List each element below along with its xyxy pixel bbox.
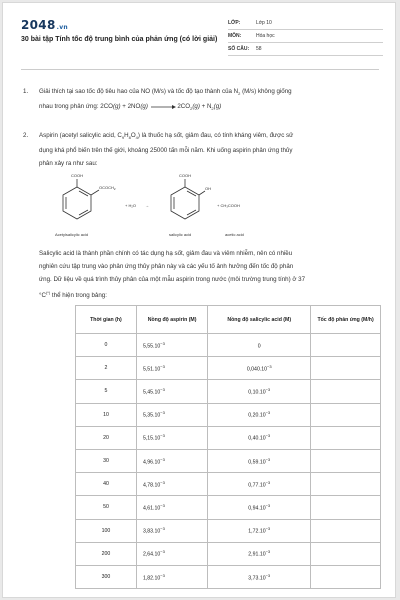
exponent: −3 [265, 549, 271, 555]
cell-salicylic [208, 565, 311, 588]
cell-salicylic [208, 542, 311, 565]
exponent: −3 [160, 456, 165, 462]
value: 5,55.10 [142, 343, 161, 350]
q1-text: + 2NO [120, 103, 141, 111]
question-1-body [39, 85, 377, 115]
exponent: −3 [265, 526, 271, 532]
plus-water-label: + H₂O [125, 203, 136, 208]
value: 0,20.10 [248, 413, 266, 420]
meta-key: SỐ CÂU: [228, 46, 250, 52]
footnote-mark: (*) [45, 290, 51, 295]
q2-text: Aspirin (acetyl salicylic acid, C [39, 132, 122, 139]
q2-text: ) là thuốc hạ sốt, giảm đau, có tính kháng viêm, được sử [137, 132, 294, 139]
exponent: −3 [267, 363, 272, 369]
meta-row-count [228, 43, 383, 56]
value: 1,82.10 [142, 575, 161, 582]
cell-time: 200 [76, 542, 137, 565]
logo-text: 2048 [21, 18, 56, 32]
question-2-paragraph [21, 247, 377, 302]
data-table [75, 305, 381, 589]
paragraph-line: nghiên cứu tập trung vào phản ứng thủy phân này và các yếu tố ảnh hưởng đến tốc độ phản [39, 263, 294, 270]
value: 0,94.10 [248, 505, 266, 512]
exponent: −3 [160, 410, 165, 416]
oh-label: OH [205, 186, 211, 191]
cell-time: 10 [76, 403, 137, 426]
paragraph-line: Salicylic acid là thành phần chính có tác dụng hạ sốt, giảm đau và viêm nhiễm, nên có nhiều [39, 250, 293, 257]
table-row [76, 334, 381, 357]
reaction-scheme [39, 173, 299, 245]
cell-aspirin [136, 496, 207, 519]
meta-key: MÔN: [228, 33, 242, 39]
cell-aspirin [136, 473, 207, 496]
state-label: (g) [213, 103, 222, 111]
table-row [76, 565, 381, 588]
cell-aspirin [136, 380, 207, 403]
cell-aspirin [136, 334, 207, 357]
q1-text: Giải thích tại sao tốc độ tiêu hao của NO (M/s) và tốc độ tạo thành của N [39, 88, 239, 95]
cell-aspirin [136, 565, 207, 588]
q2-text: phân xảy ra như sau: [39, 160, 98, 168]
ococh3-text: OCOCH [99, 185, 114, 190]
value: 3,73.10 [248, 575, 266, 582]
compound-name-2: salicylic acid [169, 232, 192, 237]
cell-salicylic [208, 380, 311, 403]
value: 5,45.10 [142, 389, 161, 396]
cell-rate [311, 565, 381, 588]
exponent: −3 [160, 503, 165, 509]
cell-rate [311, 519, 381, 542]
table-row [76, 426, 381, 449]
compound-name-1: Acetylsalicylic acid [55, 232, 89, 237]
exponent: −3 [265, 456, 271, 462]
exponent: −3 [265, 503, 271, 509]
value: 3,83.10 [142, 528, 161, 535]
q1-text: (M/s) không giống [240, 88, 292, 95]
exponent: −3 [265, 410, 271, 416]
meta-value: Hóa học [256, 33, 275, 39]
q1-text: 2CO [177, 103, 191, 111]
cell-rate [311, 449, 381, 472]
table-row [76, 542, 381, 565]
state-label: (g) [192, 103, 200, 111]
document-page [2, 2, 396, 598]
exponent: −3 [160, 572, 165, 578]
value: 4,78.10 [142, 482, 161, 489]
benzene-ring-2 [171, 179, 205, 219]
value: 2,91.10 [248, 552, 266, 559]
q2-text: dụng khá phổ biến trên thế giới, khoảng 25000 tấn mỗi năm. Khi uống aspirin phản ứng thủy [39, 147, 293, 155]
meta-key: LỚP: [228, 20, 241, 26]
ococh3-label [99, 185, 116, 191]
cell-salicylic [208, 449, 311, 472]
cell-time: 30 [76, 449, 137, 472]
value: 5,15.10 [142, 436, 161, 443]
subscript: 9 [121, 135, 125, 141]
cooh-label-2: COOH [179, 173, 191, 178]
cell-aspirin [136, 449, 207, 472]
meta-row-subject [228, 30, 383, 43]
cooh-label-1: COOH [71, 173, 83, 178]
header-rate: Tốc độ phản ứng (M/h) [311, 306, 381, 334]
logo-suffix: .vn [56, 24, 68, 31]
value: 1,72.10 [248, 528, 266, 535]
value: 4,61.10 [142, 505, 161, 512]
paragraph-line: thể hiện trong bảng: [50, 292, 107, 300]
q2-text: O [130, 132, 136, 139]
subscript: 8 [128, 135, 131, 141]
cell-time: 2 [76, 357, 137, 380]
cell-rate [311, 380, 381, 403]
q2-text: H [124, 132, 129, 139]
table-row [76, 449, 381, 472]
table-row [76, 380, 381, 403]
header-divider [21, 69, 379, 70]
reaction-arrow: → [145, 203, 149, 208]
exponent: −3 [160, 433, 165, 439]
document-title: 30 bài tập Tính tốc độ trung bình của phản ứng (có lời giải) [21, 36, 218, 43]
compound-name-3: acetic acid [225, 232, 244, 237]
cell-salicylic [208, 426, 311, 449]
cell-time: 100 [76, 519, 137, 542]
paragraph-line: ứng. Dữ liệu về quá trình thủy phân của một mẫu aspirin trong nước (môi trường trung tính) ở 37 [39, 276, 306, 283]
cell-rate [311, 403, 381, 426]
cell-time: 5 [76, 380, 137, 403]
exponent: −3 [265, 479, 271, 485]
question-number: 2. [23, 132, 29, 139]
value: 0,59.10 [248, 459, 266, 466]
benzene-ring-1 [63, 179, 99, 219]
table-row [76, 496, 381, 519]
cell-aspirin [136, 403, 207, 426]
header-aspirin: Nồng độ aspirin (M) [136, 306, 207, 334]
table-row [76, 519, 381, 542]
subscript: 2 [113, 187, 116, 191]
header-time: Thời gian (h) [76, 306, 137, 334]
cell-time: 0 [76, 334, 137, 357]
value: 5,51.10 [142, 366, 161, 373]
cell-rate [311, 334, 381, 357]
cell-time: 40 [76, 473, 137, 496]
exponent: −3 [160, 549, 165, 555]
cell-aspirin [136, 542, 207, 565]
meta-row-class [228, 17, 383, 30]
cell-salicylic [208, 519, 311, 542]
cell-rate [311, 496, 381, 519]
exponent: −3 [265, 387, 271, 393]
cell-salicylic [208, 496, 311, 519]
value: 2,64.10 [142, 552, 161, 559]
value: 0,040.10 [246, 366, 268, 373]
site-logo[interactable] [21, 18, 68, 32]
meta-value: Lớp 10 [256, 20, 272, 26]
cell-salicylic [208, 473, 311, 496]
cell-aspirin [136, 357, 207, 380]
subscript: 2 [190, 106, 193, 112]
exponent: −3 [160, 479, 165, 485]
question-2 [21, 129, 377, 170]
q1-text: + N [199, 103, 212, 111]
cell-time: 300 [76, 565, 137, 588]
cell-time: 20 [76, 426, 137, 449]
exponent: −3 [265, 433, 271, 439]
cell-aspirin [136, 426, 207, 449]
meta-panel [228, 17, 383, 56]
plus-acetic-label: + CH₃COOH [217, 203, 240, 208]
question-number: 1. [23, 88, 29, 95]
cell-salicylic [208, 403, 311, 426]
value: 0,40.10 [248, 436, 266, 443]
exponent: −3 [160, 387, 165, 393]
meta-value: 58 [256, 46, 262, 52]
reaction-scheme-diagram [39, 173, 299, 245]
table-row [76, 403, 381, 426]
table-body [76, 334, 381, 589]
exponent: −3 [160, 340, 165, 346]
table-row [76, 473, 381, 496]
subscript: 4 [135, 135, 138, 141]
subscript: 2 [211, 106, 214, 112]
paragraph-line: °C [39, 292, 46, 300]
header-salicylic: Nồng độ salicylic acid (M) [208, 306, 311, 334]
cell-rate [311, 357, 381, 380]
cell-rate [311, 542, 381, 565]
q1-text: nhau trong phản ứng: 2CO [39, 103, 113, 111]
cell-time: 50 [76, 496, 137, 519]
value: 0,10.10 [248, 389, 266, 396]
table-header-row [76, 306, 381, 334]
state-label: (g) [112, 103, 121, 111]
question-1 [21, 85, 377, 115]
exponent: −3 [265, 572, 271, 578]
cell-aspirin [136, 519, 207, 542]
subscript: 2 [238, 91, 241, 97]
reaction-arrow-icon [150, 104, 176, 110]
cell-rate [311, 473, 381, 496]
cell-salicylic [208, 357, 311, 380]
value: 0,77.10 [248, 482, 266, 489]
value: 5,35.10 [142, 413, 161, 420]
exponent: −3 [160, 363, 165, 369]
value: 4,96.10 [142, 459, 161, 466]
value: 0 [257, 343, 261, 350]
question-2-body [39, 129, 377, 170]
state-label: (g) [140, 103, 148, 111]
paragraph-body [39, 247, 377, 302]
table-row [76, 357, 381, 380]
cell-salicylic [208, 334, 311, 357]
cell-rate [311, 426, 381, 449]
exponent: −3 [160, 526, 165, 532]
